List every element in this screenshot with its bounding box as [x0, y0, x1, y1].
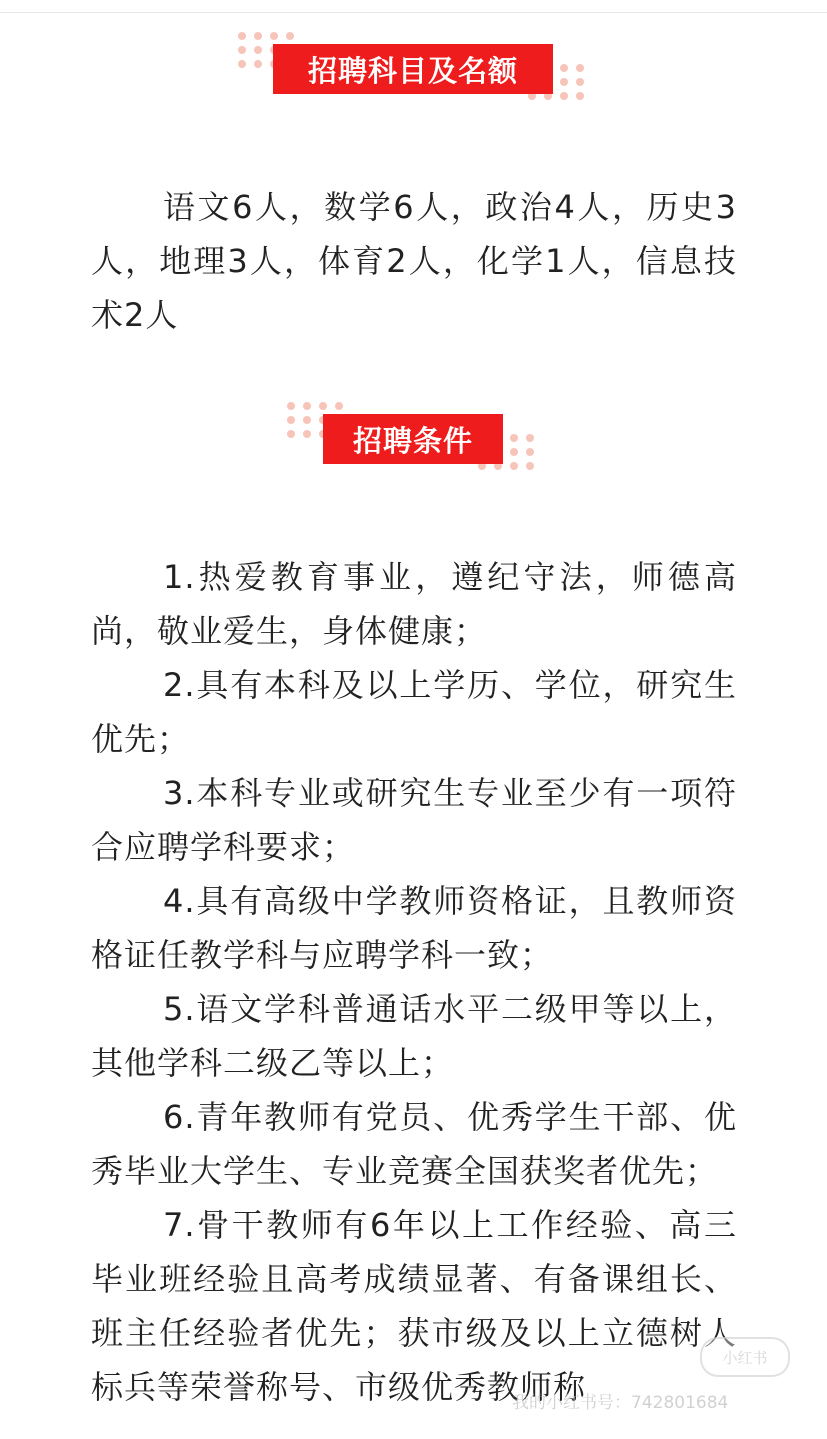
watermark-text: 我的小红书号：742801684 [512, 1393, 729, 1413]
section-banner-conditions: 招聘条件 [323, 414, 503, 464]
condition-item: 7.骨干教师有6年以上工作经验、高三毕业班经验且高考成绩显著、有备课组长、班主任经验者优先；获市级及以上立德树人标兵等荣誉称号、市级优秀教师称 [91, 1206, 737, 1406]
condition-item: 2.具有本科及以上学历、学位，研究生优先； [91, 666, 737, 758]
section-content-conditions [91, 550, 737, 1414]
section-banner-subjects: 招聘科目及名额 [273, 44, 553, 94]
paragraph: 语文6人，数学6人，政治4人，历史3人，地理3人，体育2人，化学1人，信息技术2人 [91, 188, 737, 334]
section-heading-subjects [0, 28, 827, 148]
section-content-subjects [91, 180, 737, 342]
condition-item: 1.热爱教育事业，遵纪守法，师德高尚，敬业爱生，身体健康； [91, 558, 737, 650]
top-divider [0, 12, 827, 13]
condition-item: 5.语文学科普通话水平二级甲等以上，其他学科二级乙等以上； [91, 990, 737, 1082]
condition-item: 4.具有高级中学教师资格证，且教师资格证任教学科与应聘学科一致； [91, 882, 737, 974]
section-heading-conditions [0, 398, 827, 518]
condition-item: 3.本科专业或研究生专业至少有一项符合应聘学科要求； [91, 774, 737, 866]
watermark-logo: 小红书 [700, 1337, 790, 1377]
condition-item: 6.青年教师有党员、优秀学生干部、优秀毕业大学生、专业竞赛全国获奖者优先； [91, 1098, 737, 1190]
